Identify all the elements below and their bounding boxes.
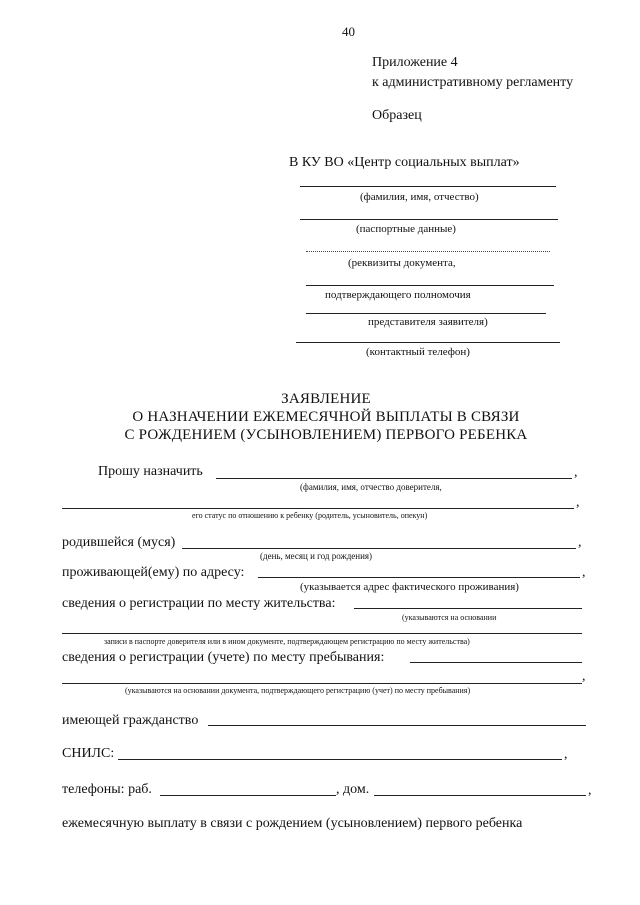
stay-hint: (указываются на основании документа, подтверждающего регистрацию (учет) по месту пребывания)	[125, 686, 471, 695]
address-line[interactable]	[258, 577, 580, 578]
address-hint: (указывается адрес фактического проживания)	[300, 581, 519, 593]
stay-comma: ,	[582, 669, 586, 684]
doc-line[interactable]	[306, 251, 550, 252]
phones-label: телефоны: раб.	[62, 782, 152, 797]
phone-hint: (контактный телефон)	[366, 346, 470, 358]
fio-hint: (фамилия, имя, отчество)	[360, 191, 479, 203]
addressee-to: В КУ ВО «Центр социальных выплат»	[289, 155, 520, 170]
status-hint: его статус по отношению к ребенку (родитель, усыновитель, опекун)	[192, 511, 428, 520]
status-line[interactable]	[62, 508, 574, 509]
stay-line[interactable]	[410, 662, 582, 663]
rep-line[interactable]	[306, 313, 546, 314]
residence-hint: (указываются на основании	[402, 613, 497, 622]
stay-label: сведения о регистрации (учете) по месту пребывания:	[62, 650, 385, 665]
request-comma: ,	[574, 465, 578, 480]
residence-line[interactable]	[354, 608, 582, 609]
address-comma: ,	[582, 565, 586, 580]
regulation-label: к административному регламенту	[372, 75, 574, 90]
born-comma: ,	[578, 535, 582, 550]
residence-hint-2: записи в паспорте доверителя или в ином документе, подтверждающем регистрацию по месту жительства)	[104, 637, 470, 646]
sample-label: Образец	[372, 108, 422, 123]
work-phone-line[interactable]	[160, 795, 336, 796]
phone-line[interactable]	[296, 342, 560, 343]
born-line[interactable]	[182, 548, 576, 549]
snils-label: СНИЛС:	[62, 746, 115, 761]
phones-comma: ,	[588, 783, 592, 798]
appendix-label: Приложение 4	[372, 55, 458, 70]
doc-hint: (реквизиты документа,	[348, 257, 456, 269]
born-hint: (день, месяц и год рождения)	[260, 551, 373, 561]
address-label: проживающей(ему) по адресу:	[62, 565, 245, 580]
page-number: 40	[342, 24, 355, 39]
confirm-hint: подтверждающего полномочия	[325, 289, 471, 301]
doc-title-line3: С РОЖДЕНИЕМ (УСЫНОВЛЕНИЕМ) ПЕРВОГО РЕБЕНКА	[124, 427, 528, 443]
snils-line[interactable]	[118, 759, 562, 760]
stay-line-2[interactable]	[62, 683, 582, 684]
born-label: родившейся (муся)	[62, 535, 176, 550]
passport-hint: (паспортные данные)	[356, 223, 456, 235]
trustee-hint: (фамилия, имя, отчество доверителя,	[300, 482, 442, 492]
request-line[interactable]	[216, 478, 572, 479]
residence-line-2[interactable]	[62, 633, 582, 634]
home-label: , дом.	[336, 782, 370, 797]
payment-text: ежемесячную выплату в связи с рождением (усыновлением) первого ребенка	[62, 816, 523, 831]
citizenship-line[interactable]	[208, 725, 586, 726]
doc-title-line2: О НАЗНАЧЕНИИ ЕЖЕМЕСЯЧНОЙ ВЫПЛАТЫ В СВЯЗИ	[132, 409, 520, 425]
fio-line[interactable]	[300, 186, 556, 187]
snils-comma: ,	[564, 747, 568, 762]
passport-line[interactable]	[300, 219, 558, 220]
citizenship-label: имеющей гражданство	[62, 713, 199, 728]
confirm-line[interactable]	[306, 285, 554, 286]
status-comma: ,	[576, 495, 580, 510]
residence-label: сведения о регистрации по месту жительства:	[62, 596, 336, 611]
rep-hint: представителя заявителя)	[368, 316, 488, 328]
home-phone-line[interactable]	[374, 795, 586, 796]
request-label: Прошу назначить	[98, 464, 203, 479]
doc-title: ЗАЯВЛЕНИЕ	[281, 391, 371, 407]
